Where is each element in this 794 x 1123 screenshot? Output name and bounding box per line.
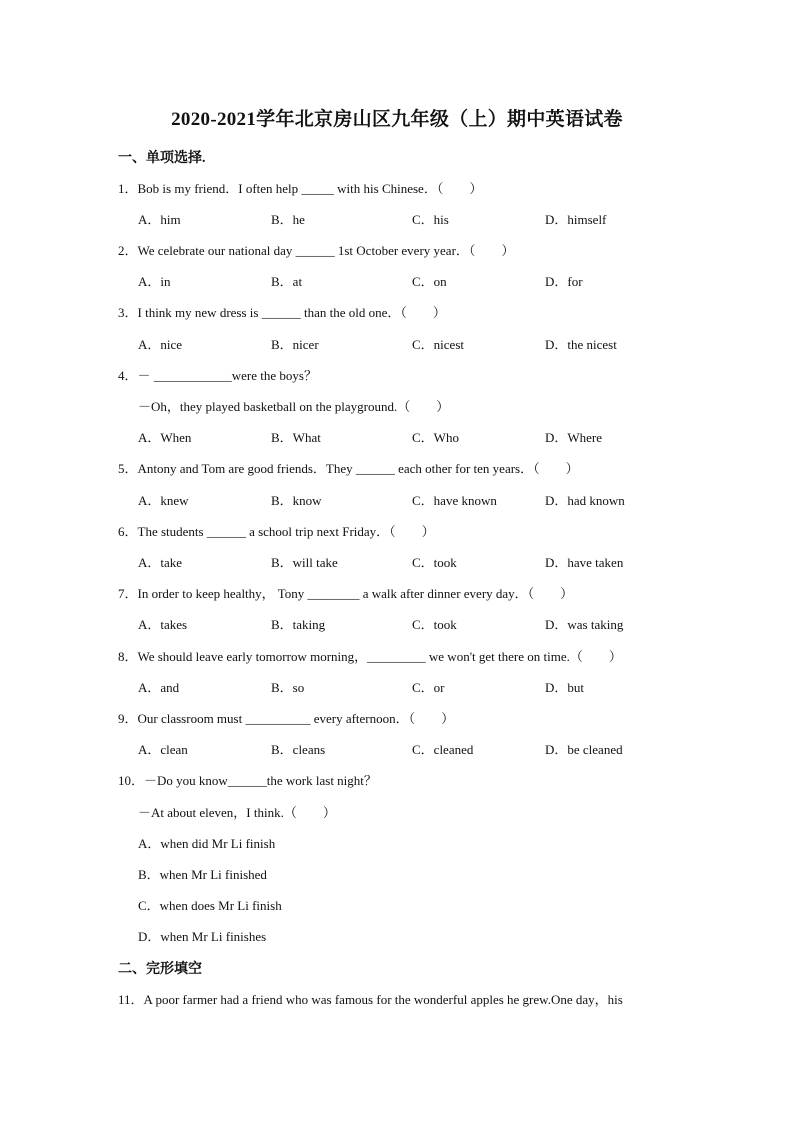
question-4-option-d: D．Where — [545, 430, 603, 445]
question-7-option-c: C．took — [412, 617, 457, 632]
question-8-option-a: A．and — [138, 680, 180, 695]
question-2-option-d: D．for — [545, 274, 583, 289]
question-4-option-c: C．Who — [412, 430, 459, 445]
question-8-option-c: C．or — [412, 680, 445, 695]
question-6-option-b: B．will take — [271, 555, 338, 570]
question-2-option-a: A．in — [138, 274, 171, 289]
question-9-option-a: A．clean — [138, 742, 188, 757]
question-11-stem: 11．A poor farmer had a friend who was famous for the wonderful apples he grew.One day，his — [118, 992, 623, 1007]
question-10-option-c: C．when does Mr Li finish — [138, 898, 282, 913]
question-1-stem: 1．Bob is my friend．I often help _____ with his Chinese．（ ） — [118, 181, 483, 196]
question-10-option-d: D．when Mr Li finishes — [138, 929, 267, 944]
question-9-option-c: C．cleaned — [412, 742, 474, 757]
question-1-option-c: C．his — [412, 212, 449, 227]
question-9-stem: 9．Our classroom must __________ every afternoon．（ ） — [118, 711, 455, 726]
question-6-stem: 6．The students ______ a school trip next Friday．（ ） — [118, 524, 435, 539]
question-9-option-b: B．cleans — [271, 742, 326, 757]
question-1-option-a: A．him — [138, 212, 181, 227]
question-7-option-b: B．taking — [271, 617, 326, 632]
question-6-option-d: D．have taken — [545, 555, 624, 570]
question-8-option-d: D．but — [545, 680, 585, 695]
question-5-option-a: A．knew — [138, 493, 189, 508]
question-8-option-b: B．so — [271, 680, 305, 695]
section-heading-1: 一、单项选择. — [118, 151, 206, 166]
question-4-option-a: A．When — [138, 430, 192, 445]
question-3-option-c: C．nicest — [412, 337, 464, 352]
question-5-option-c: C．have known — [412, 493, 497, 508]
question-10-option-a: A．when did Mr Li finish — [138, 836, 276, 851]
question-10-option-b: B．when Mr Li finished — [138, 867, 267, 882]
question-5-option-d: D．had known — [545, 493, 625, 508]
page-title: 2020-2021学年北京房山区九年级（上）期中英语试卷 — [171, 109, 623, 130]
question-6-option-a: A．take — [138, 555, 183, 570]
question-4-reply: －Oh，they played basketball on the playground.（ ） — [138, 399, 450, 414]
question-2-option-c: C．on — [412, 274, 447, 289]
question-5-option-b: B．know — [271, 493, 322, 508]
question-7-stem: 7．In order to keep healthy， Tony ________ a walk after dinner every day．（ ） — [118, 586, 574, 601]
question-4-option-b: B．What — [271, 430, 321, 445]
question-5-stem: 5．Antony and Tom are good friends．They ______ each other for ten years．（ ） — [118, 461, 579, 476]
question-9-option-d: D．be cleaned — [545, 742, 623, 757]
question-3-option-d: D．the nicest — [545, 337, 617, 352]
question-6-option-c: C．took — [412, 555, 457, 570]
question-1-option-d: D．himself — [545, 212, 607, 227]
question-2-stem: 2．We celebrate our national day ______ 1st October every year．（ ） — [118, 243, 515, 258]
question-3-option-a: A．nice — [138, 337, 183, 352]
question-3-option-b: B．nicer — [271, 337, 319, 352]
question-3-stem: 3．I think my new dress is ______ than the old one．（ ） — [118, 305, 446, 320]
question-10-stem: 10．－Do you know______the work last night？ — [118, 773, 377, 788]
question-8-stem: 8．We should leave early tomorrow morning，_________ we won't get there on time.（ ） — [118, 649, 622, 664]
question-4-stem: 4．－ ____________were the boys？ — [118, 368, 317, 383]
section-heading-2: 二、完形填空 — [118, 962, 202, 977]
question-10-reply: －At about eleven，I think.（ ） — [138, 805, 336, 820]
question-7-option-a: A．takes — [138, 617, 188, 632]
question-7-option-d: D．was taking — [545, 617, 624, 632]
question-2-option-b: B．at — [271, 274, 303, 289]
question-1-option-b: B．he — [271, 212, 305, 227]
